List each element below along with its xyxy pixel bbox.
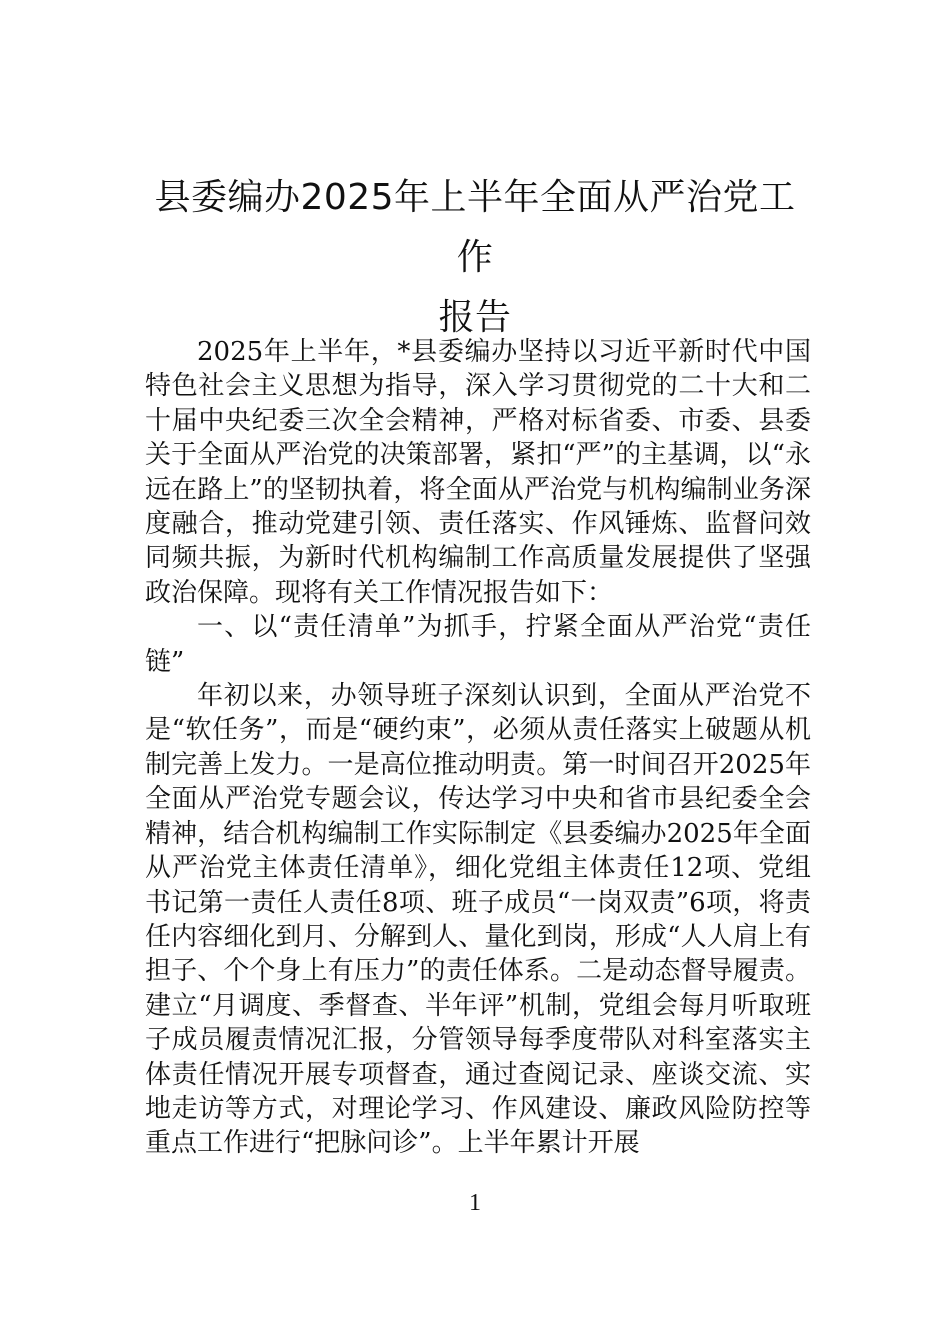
paragraph-section-1: 年初以来，办领导班子深刻认识到，全面从严治党不是“软任务”，而是“硬约束”，必须从责任落实上破题从机制完善上发力。一是高位推动明责。第一时间召开2025年全面从严治党专题会议，传达学习中央和省市县纪委全会精神，结合机构编制工作实际制定《县委编办2025年全面从严治党主体责任清单》，细化党组主体责任12项、党组书记第一责任人责任8项、班子成员“一岗双责”6项，将责任内容细化到月、分解到人、量化到岗，形成“人人肩上有担子、个个身上有压力”的责任体系。二是动态督导履责。建立“月调度、季督查、半年评”机制，党组会每月听取班子成员履责情况汇报，分管领导每季度带队对科室落实主体责任情况开展专项督查，通过查阅记录、座谈交流、实地走访等方式，对理论学习、作风建设、廉政风险防控等重点工作进行“把脉问诊”。上半年累计开展 [145,681,811,1159]
document-body [145,335,811,1161]
document-title [145,168,805,348]
title-line-1: 县委编办2025年上半年全面从严治党工作 [154,177,796,278]
paragraph-intro: 2025年上半年，*县委编办坚持以习近平新时代中国特色社会主义思想为指导，深入学习贯彻党的二十大和二十届中央纪委三次全会精神，严格对标省委、市委、县委关于全面从严治党的决策部署，紧扣“严”的主基调，以“永远在路上”的坚韧执着，将全面从严治党与机构编制业务深度融合，推动党建引领、责任落实、作风锤炼、监督问效同频共振，为新时代机构编制工作高质量发展提供了坚强政治保障。现将有关工作情况报告如下： [145,337,811,608]
title-line-2: 报告 [438,297,512,338]
page-number: 1 [469,1190,481,1216]
section-heading-1: 一、以“责任清单”为抓手，拧紧全面从严治党“责任链” [145,612,811,677]
